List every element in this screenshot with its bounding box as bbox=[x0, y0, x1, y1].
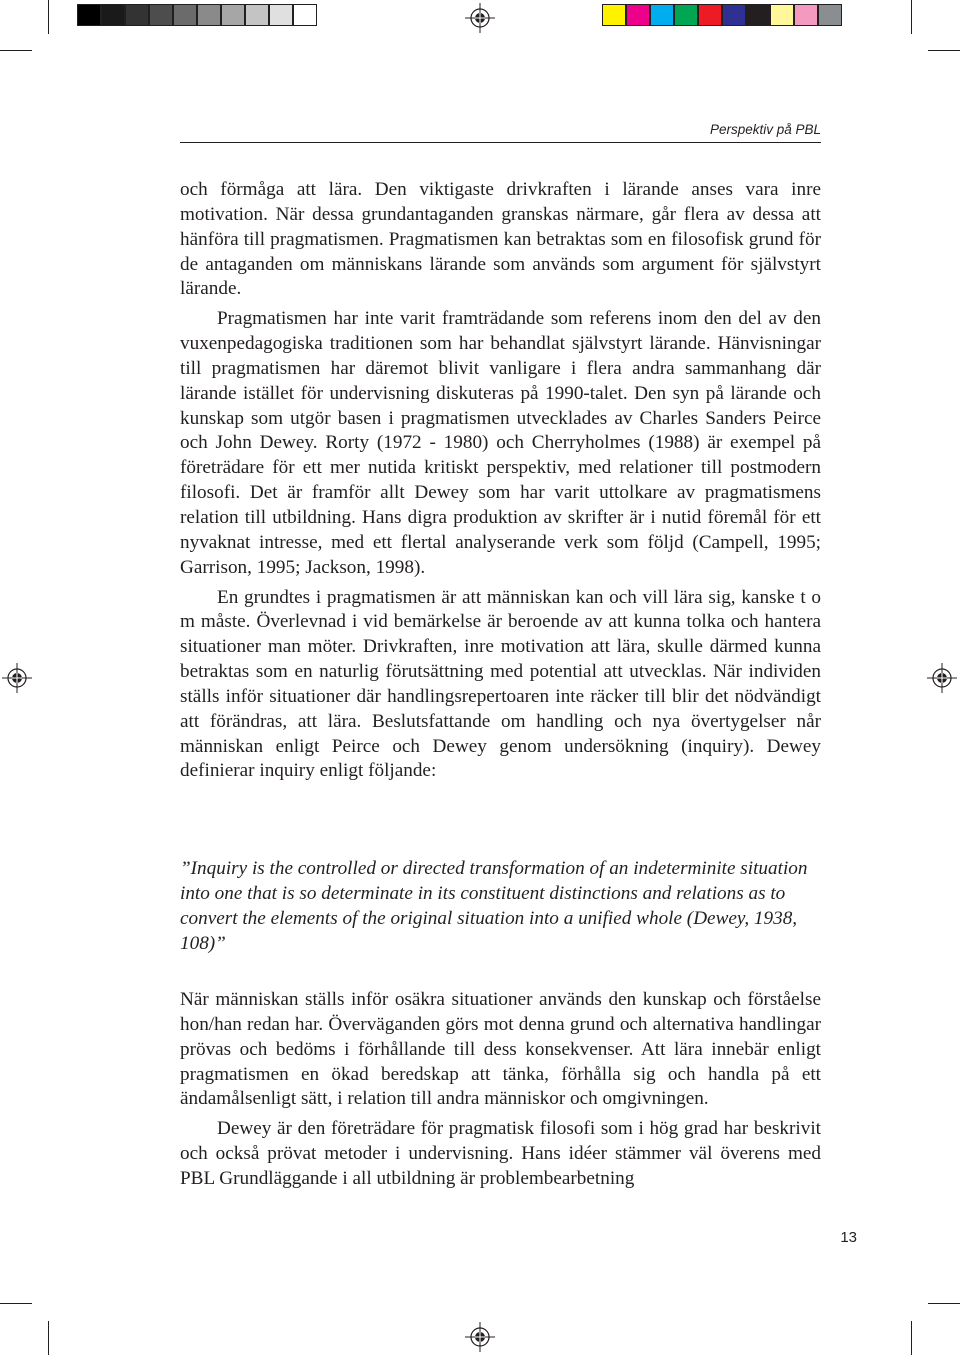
color-swatch bbox=[293, 4, 317, 26]
crop-mark bbox=[928, 50, 960, 51]
color-swatch bbox=[125, 4, 149, 26]
color-swatch bbox=[770, 4, 794, 26]
color-swatch bbox=[149, 4, 173, 26]
registration-mark-icon bbox=[2, 663, 32, 693]
color-swatch bbox=[722, 4, 746, 26]
color-swatch bbox=[197, 4, 221, 26]
crop-mark bbox=[928, 1303, 960, 1304]
running-header: Perspektiv på PBL bbox=[180, 122, 821, 143]
color-swatch bbox=[173, 4, 197, 26]
color-swatch bbox=[602, 4, 626, 26]
block-quote: ”Inquiry is the controlled or directed transformation of an indeterminite situation into one that is so determinate in its constituent distinctions and relations as to convert the elements of the original situation into a unified whole (Dewey, 1938, 108)” bbox=[180, 858, 808, 954]
crop-mark bbox=[0, 1303, 32, 1304]
color-swatch bbox=[221, 4, 245, 26]
registration-mark-icon bbox=[927, 663, 957, 693]
paragraph: och förmåga att lära. Den viktigaste drivkraften i lärande anses vara inre motivation. När dessa grundantaganden granskas närmare, går flera av dessa att hänföra till pragmatismen. Pragmatismen kan betraktas som en filosofisk grund för de antaganden om människans lärande som används som argument för självstyrt lärande. bbox=[180, 179, 821, 300]
registration-mark-icon bbox=[465, 3, 495, 33]
crop-mark bbox=[48, 0, 49, 34]
color-swatch bbox=[650, 4, 674, 26]
paragraph: Dewey är den företrädare för pragmatisk filosofi som i hög grad har beskrivit och också prövat metoder i undervisning. Hans idéer stämmer väl överens med PBL Grundläggande i all utbildning är problembearbetning bbox=[180, 1118, 821, 1189]
color-swatch bbox=[674, 4, 698, 26]
process-color-bar bbox=[602, 4, 842, 26]
color-swatch bbox=[794, 4, 818, 26]
paragraph: En grundtes i pragmatismen är att människan kan och vill lära sig, kanske t o m måste. Överlevnad i vid bemärkelse är beroende av att kunna tolka och hantera situationer man möter. Drivkraften, inre motivation att lära, skulle därmed kunna betraktas som en naturlig förutsättning med potential att utvecklas. När individen ställs inför situationer där handlingsrepertoaren inte räcker till blir det nödvändigt att förändras, att lära. Beslutsfattande om handling och nya övertygelser når människan enligt Peirce och Dewey genom undersökning (inquiry). Dewey definierar inquiry enligt följande: bbox=[180, 586, 821, 782]
crop-mark bbox=[48, 1321, 49, 1355]
color-swatch bbox=[746, 4, 770, 26]
main-text-continued bbox=[180, 988, 821, 1192]
gray-color-bar bbox=[77, 4, 317, 26]
page-number: 13 bbox=[840, 1229, 857, 1246]
color-swatch bbox=[626, 4, 650, 26]
color-swatch bbox=[101, 4, 125, 26]
paragraph: När människan ställs inför osäkra situationer används den kunskap och förståelse hon/han redan har. Överväganden görs mot denna grund och alternativa handlingar prövas och bedöms i förhållande till dess konsekvenser. Att lära innebär enligt pragmatismen en ökad beredskap att tänka, förhålla sig och handla på ett ändamålsenligt sätt, i relation till andra människor och omgivningen. bbox=[180, 989, 821, 1110]
crop-mark bbox=[911, 1321, 912, 1355]
color-swatch bbox=[77, 4, 101, 26]
color-swatch bbox=[698, 4, 722, 26]
crop-mark bbox=[0, 50, 32, 51]
color-swatch bbox=[269, 4, 293, 26]
registration-mark-icon bbox=[465, 1322, 495, 1352]
crop-mark bbox=[911, 0, 912, 34]
main-text bbox=[180, 178, 821, 784]
color-swatch bbox=[818, 4, 842, 26]
paragraph: Pragmatismen har inte varit framträdande som referens inom den del av den vuxenpedagogiska traditionen som har behandlat självstyrt lärande. Hänvisningar till pragmatismen har däremot blivit vanligare i flera andra sammanhang där lärande istället för undervisning diskuteras på 1990-talet. Den syn på lärande och kunskap som utgör basen i pragmatismen utvecklades av Charles Sanders Peirce och John Dewey. Rorty (1972 - 1980) och Cherryholmes (1988) är exempel på företrädare för ett mer nutida kritiskt perspektiv, med relationer till postmodern filosofi. Det är framför allt Dewey som har varit uttolkare av pragmatismens relation till utbildning. Hans digra produktion av skrifter är i nutid föremål för ett nyvaknat intresse, med ett flertal analyserande verk som följd (Campell, 1995; Garrison, 1995; Jackson, 1998). bbox=[180, 308, 821, 578]
color-swatch bbox=[245, 4, 269, 26]
